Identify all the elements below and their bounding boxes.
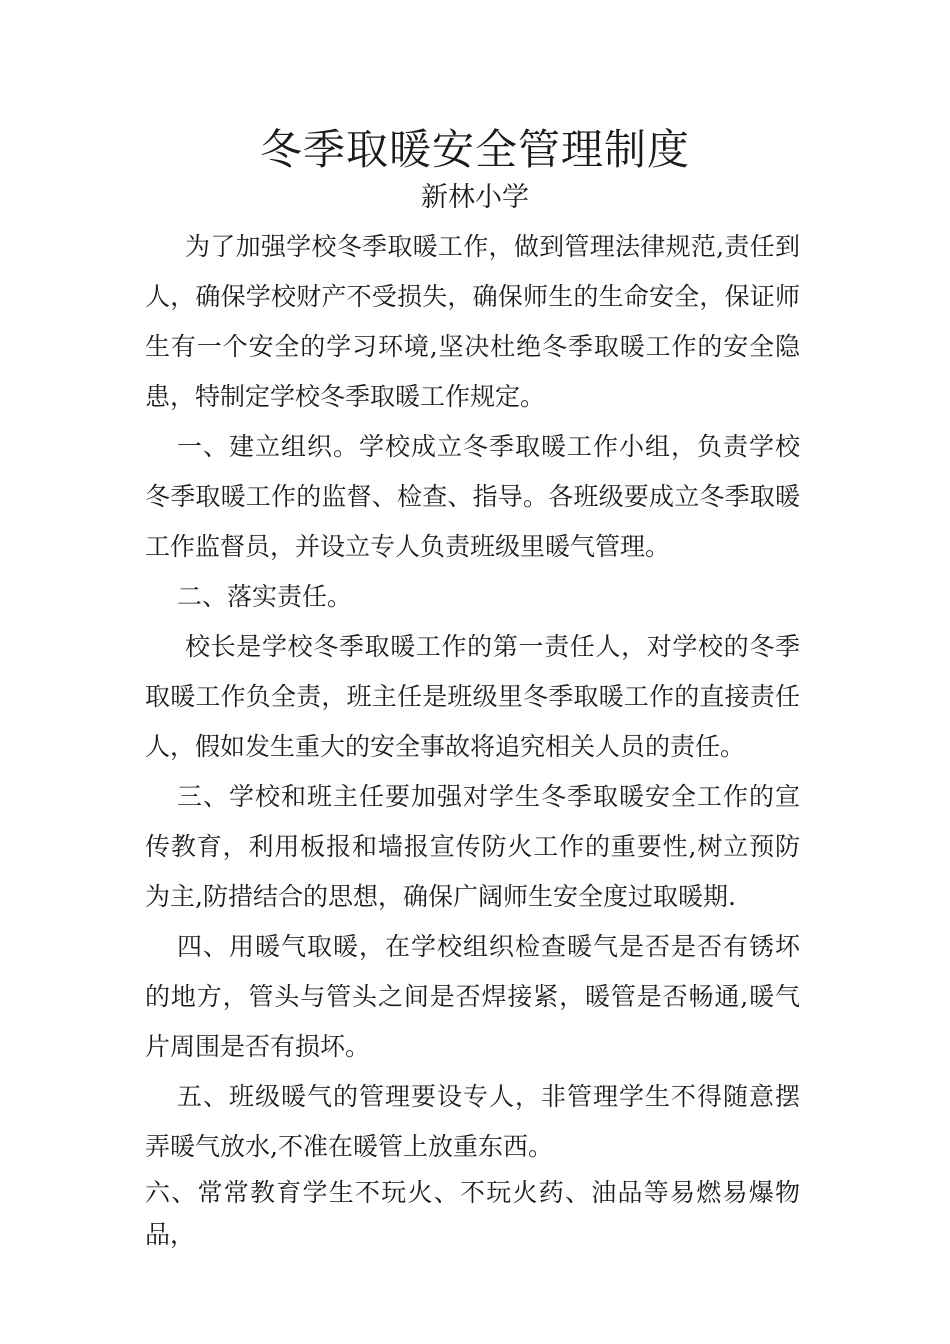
paragraph-intro: 为了加强学校冬季取暖工作，做到管理法律规范,责任到人，确保学校财产不受损失，确保师生的生命安全，保证师生有一个安全的学习环境,坚决杜绝冬季取暖工作的安全隐患，特制定学校冬季取暖工作规定。: [145, 232, 800, 411]
paragraph-three: 三、学校和班主任要加强对学生冬季取暖安全工作的宣传教育，利用板报和墙报宣传防火工作的重要性,树立预防为主,防措结合的思想，确保广阔师生安全度过取暖期.: [145, 782, 800, 911]
school-name: 新林小学: [421, 182, 529, 213]
paragraph-four: 四、用暖气取暖，在学校组织检查暖气是否是否有锈坏的地方，管头与管头之间是否焊接紧，暖管是否畅通,暖气片周围是否有损坏。: [145, 932, 800, 1061]
paragraph-one: 一、建立组织。学校成立冬季取暖工作小组，负责学校冬季取暖工作的监督、检查、指导。各班级要成立冬季取暖工作监督员，并设立专人负责班级里暖气管理。: [145, 432, 800, 561]
paragraph-two-heading: 二、落实责任。: [177, 582, 353, 611]
paragraph-six: 六、常常教育学生不玩火、不玩火药、油品等易燃易爆物品，: [145, 1178, 800, 1249]
paragraph-five: 五、班级暖气的管理要设专人，非管理学生不得随意摆弄暖气放水,不准在暖管上放重东西。: [145, 1082, 800, 1161]
document-body: [145, 222, 800, 1256]
paragraph-two-body: 校长是学校冬季取暖工作的第一责任人，对学校的冬季取暖工作负全责，班主任是班级里冬季取暖工作的直接责任人，假如发生重大的安全事故将追究相关人员的责任。: [145, 632, 800, 761]
document-title: 冬季取暖安全管理制度: [259, 125, 690, 174]
